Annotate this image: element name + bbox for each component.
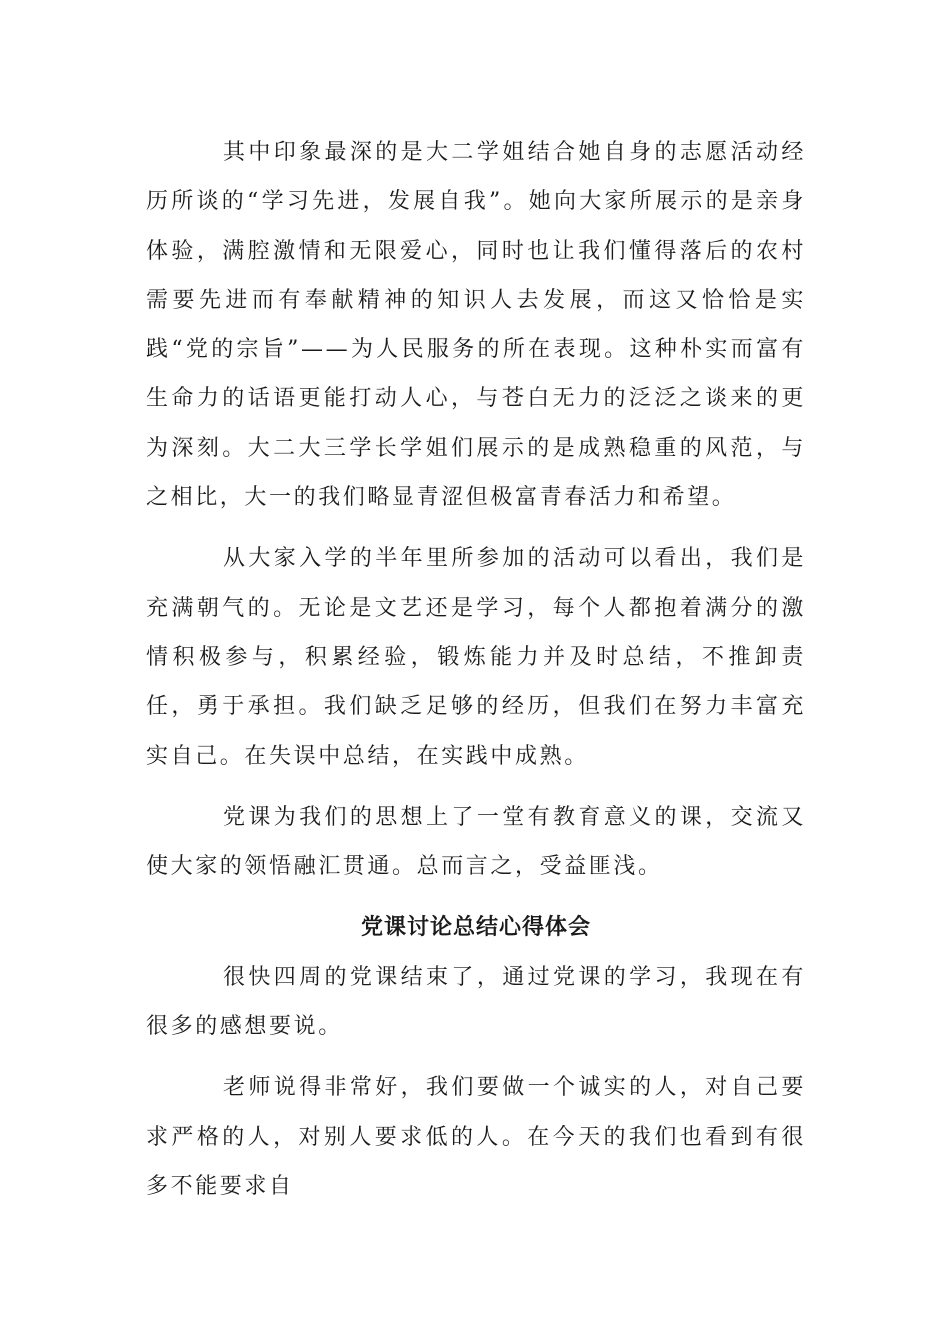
- paragraph-2: 从大家入学的半年里所参加的活动可以看出，我们是充满朝气的。无论是文艺还是学习，每个人都抱着满分的激情积极参与，积累经验，锻炼能力并及时总结，不推卸责任，勇于承担。我们缺乏足够的经历，但我们在努力丰富充实自己。在失误中总结，在实践中成熟。: [146, 546, 806, 769]
- paragraph-4: 很快四周的党课结束了，通过党课的学习，我现在有很多的感想要说。: [146, 964, 806, 1040]
- section-heading: 党课讨论总结心得体会: [360, 914, 591, 941]
- paragraph-1: 其中印象最深的是大二学姐结合她自身的志愿活动经历所谈的“学习先进，发展自我”。她向大家所展示的是亲身体验，满腔激情和无限爱心，同时也让我们懂得落后的农村需要先进而有奉献精神的知识人去发展，而这又恰恰是实践“党的宗旨”——为人民服务的所在表现。这种朴实而富有生命力的话语更能打动人心，与苍白无力的泛泛之谈来的更为深刻。大二大三学长学姐们展示的是成熟稳重的风范，与之相比，大一的我们略显青涩但极富青春活力和希望。: [146, 140, 806, 511]
- paragraph-3: 党课为我们的思想上了一堂有教育意义的课，交流又使大家的领悟融汇贯通。总而言之，受益匪浅。: [146, 804, 806, 880]
- paragraph-5: 老师说得非常好，我们要做一个诚实的人，对自己要求严格的人，对别人要求低的人。在今天的我们也看到有很多不能要求自: [146, 1075, 806, 1199]
- document-body: [146, 128, 806, 1211]
